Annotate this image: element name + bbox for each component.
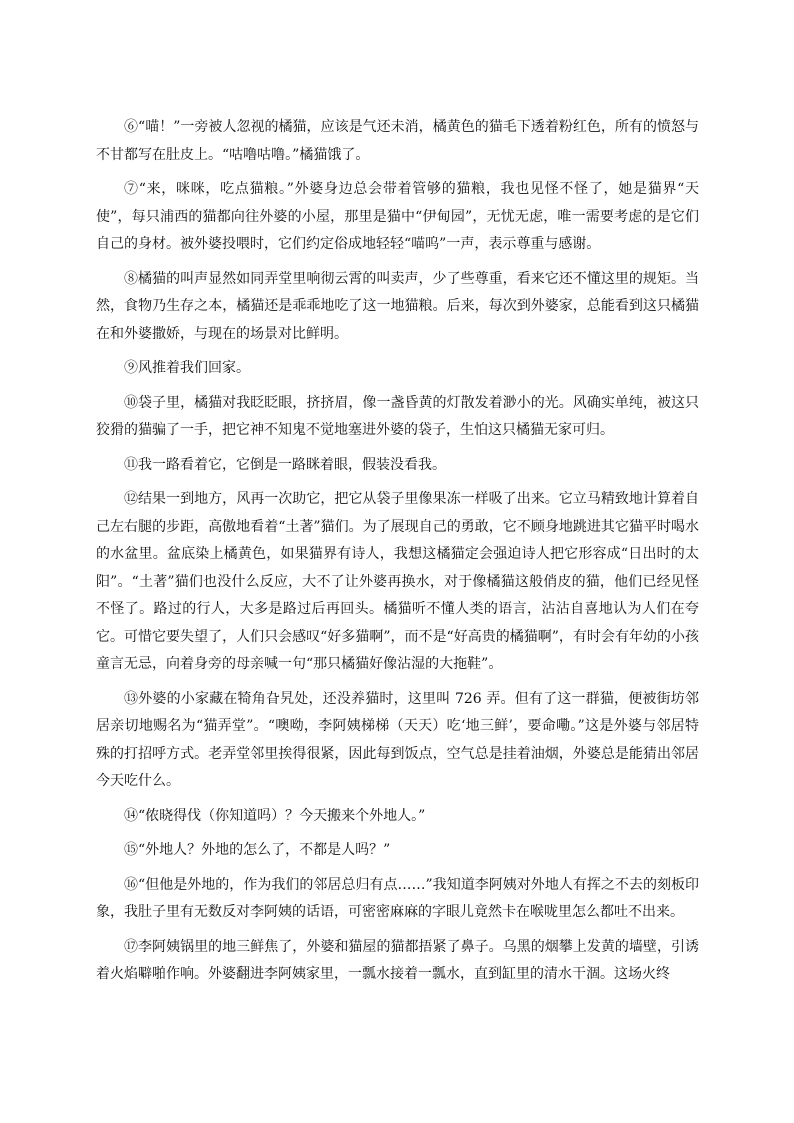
paragraph-12: ⑫结果一到地方，风再一次助它，把它从袋子里像果冻一样吸了出来。它立马精致地计算着自己左右腿的步距，高傲地看着“土著”猫们。为了展现自己的勇敢，它不顾身地跳进其它猫平时喝水的水盆里。盆底染上橘黄色，如果猫界有诗人，我想这橘猫定会强迫诗人把它形容成“日出时的太阳”。“土著”猫们也没什么反应，大不了让外婆再换水，对于像橘猫这般俏皮的猫，他们已经见怪不怪了。路过的行人，大多是路过后再回头。橘猫听不懂人类的语言，沾沾自喜地认为人们在夸它。可惜它要失望了，人们只会感叹“好多猫啊”，而不是“好高贵的橘猫啊”，有时会有年幼的小孩童言无忌，向着身旁的母亲喊一句“那只橘猫好像沾湿的大拖鞋”。 <box>96 491 699 672</box>
paragraph-13: ⑬外婆的小家藏在犄角旮旯处，还没养猫时，这里叫 726 弄。但有了这一群猫，便被街坊邻居亲切地赐名为“猫弄堂”。“噢呦，李阿姨梯梯（天天）吃‘地三鲜’，要命嘞。”这是外婆与邻居特殊的打招呼方式。老弄堂邻里挨得很紧，因此每到饭点，空气总是挂着油烟，外婆总是能猜出邻居今天吃什么。 <box>96 690 699 789</box>
paragraph-17: ⑰李阿姨锅里的地三鲜焦了，外婆和猫屋的猫都捂紧了鼻子。乌黑的烟攀上发黄的墙壁，引诱着火焰噼啪作响。外婆翻进李阿姨家里，一瓢水接着一瓢水，直到缸里的清水干涸。这场火终 <box>96 938 699 982</box>
paragraph-9: ⑨风推着我们回家。 <box>124 360 250 376</box>
paragraph-8: ⑧橘猫的叫声显然如同弄堂里响彻云霄的叫卖声，少了些尊重，看来它还不懂这里的规矩。当然，食物乃生存之本，橘猫还是乖乖地吃了这一地猫粮。后来，每次到外婆家，总能看到这只橘猫在和外婆撒娇，与现在的场景对比鲜明。 <box>96 270 699 342</box>
paragraph-14: ⑭“侬晓得伐（你知道吗）？今天搬来个外地人。” <box>124 807 426 824</box>
paragraph-15: ⑮“外地人？外地的怎么了，不都是人吗？” <box>124 842 391 858</box>
paragraph-7: ⑦“来，咪咪，吃点猫粮。”外婆身边总会带着管够的猫粮，我也见怪不怪了，她是猫界“天使”，每只浦西的猫都向往外婆的小屋，那里是猫中“伊甸园”，无忧无虑，唯一需要考虑的是它们自己的身材。被外婆投喂时，它们约定俗成地轻轻“喵呜”一声，表示尊重与感谢。 <box>96 181 699 252</box>
paragraph-16: ⑯“但他是外地的，作为我们的邻居总归有点……”我知道李阿姨对外地人有挥之不去的刻板印象，我肚子里有无数反对李阿姨的话语，可密密麻麻的字眼儿竟然卡在喉咙里怎么都吐不出来。 <box>96 876 699 920</box>
paragraph-10: ⑩袋子里，橘猫对我眨眨眼，挤挤眉，像一盏昏黄的灯散发着渺小的光。风确实单纯，被这只狡猾的猫骗了一手，把它神不知鬼不觉地塞进外婆的袋子，生怕这只橘猫无家可归。 <box>96 394 699 438</box>
paragraph-6: ⑥“喵！”一旁被人忽视的橘猫，应该是气还未消，橘黄色的猫毛下透着粉红色，所有的愤怒与不甘都写在肚皮上。“咕噜咕噜。”橘猫饿了。 <box>96 119 699 163</box>
paragraph-11: ⑪我一路看着它，它倒是一路眯着眼，假装没看我。 <box>124 456 446 473</box>
article-body <box>96 114 699 996</box>
